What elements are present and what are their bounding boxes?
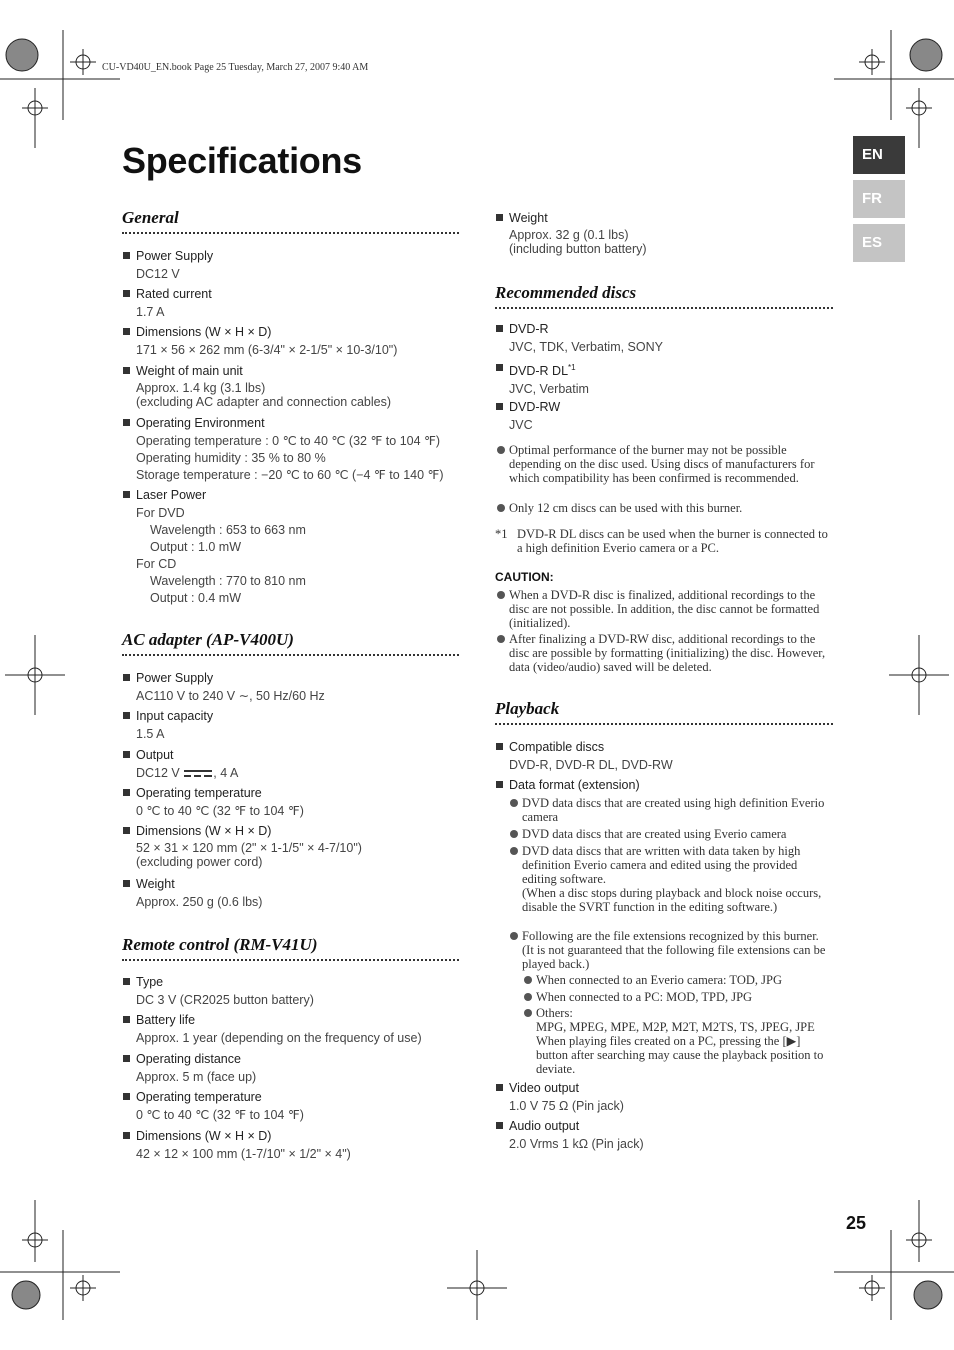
spec-value: DC 3 V (CR2025 button battery): [136, 993, 314, 1007]
extension-bullet: When connected to a PC: MOD, TPD, JPG: [522, 990, 833, 1004]
extension-list: MPG, MPEG, MPE, M2P, M2T, M2TS, TS, JPEG, JPE: [536, 1020, 815, 1034]
spec-label: Data format (extension): [495, 777, 833, 793]
spec-value: Approx. 1 year (depending on the frequency of use): [136, 1031, 422, 1045]
spec-value: [122, 765, 459, 782]
spec-item: [122, 286, 459, 321]
spec-label: Video output: [495, 1080, 833, 1096]
format-bullet: [508, 844, 833, 914]
spec-label: Operating temperature: [122, 1089, 459, 1105]
spec-label: Weight: [495, 210, 833, 226]
spec-value: AC110 V to 240 V ∼, 50 Hz/60 Hz: [136, 689, 325, 703]
spec-value: Approx. 32 g (0.1 lbs): [509, 228, 629, 242]
spec-value: Storage temperature : −20 ℃ to 60 ℃ (−4 ℉ to 140 ℉): [136, 468, 444, 482]
spec-label: Laser Power: [122, 487, 459, 503]
footnote-ref: *1: [568, 363, 576, 372]
spec-value: Operating temperature : 0 ℃ to 40 ℃ (32 ℉ to 104 ℉): [136, 434, 441, 448]
lang-tab-en[interactable]: EN: [853, 136, 905, 174]
caution-bullet: After finalizing a DVD-RW disc, additional recordings to the disc are possible by formatting (initializing) the disc. However, data (video/audio) saved will be deleted.: [495, 632, 833, 674]
spec-value: 2.0 Vrms 1 kΩ (Pin jack): [509, 1137, 644, 1151]
note-bullet: Only 12 cm discs can be used with this burner.: [495, 501, 833, 515]
spec-item: [495, 210, 833, 256]
spec-item: [495, 1118, 833, 1153]
extension-note: When playing files created on a PC, pressing the [▶] button after searching may cause the playback position to deviate.: [536, 1034, 824, 1076]
extension-bullet: When connected to an Everio camera: TOD, JPG: [522, 973, 833, 987]
disc-name: DVD-R DL: [509, 364, 569, 379]
spec-value: JVC, Verbatim: [509, 382, 589, 397]
spec-value: Wavelength : 653 to 663 nm: [150, 523, 306, 537]
format-bullet: DVD data discs that are created using Everio camera: [508, 827, 833, 841]
footnote-mark: *1: [495, 527, 508, 541]
spec-value: JVC, TDK, Verbatim, SONY: [509, 340, 663, 354]
spec-value: 171 × 56 × 262 mm (6-3/4" × 2-1/5" × 10-3/10"): [136, 343, 398, 357]
spec-item: [122, 487, 459, 607]
spec-label: Weight: [122, 876, 459, 892]
spec-item: [122, 974, 459, 1009]
spec-value: 52 × 31 × 120 mm (2" × 1-1/5" × 4-7/10"): [136, 841, 362, 855]
section-playback-heading: Playback: [495, 699, 833, 725]
section-ac-adapter-heading: AC adapter (AP-V400U): [122, 630, 459, 656]
spec-value: Output : 0.4 mW: [150, 591, 242, 605]
spec-item: [122, 1012, 459, 1047]
format-bullet: Following are the file extensions recognized by this burner. (It is not guaranteed that the following file extensions can be played back.): [508, 929, 833, 971]
spec-value: For DVD: [136, 506, 185, 520]
book-header: CU-VD40U_EN.book Page 25 Tuesday, March 27, 2007 9:40 AM: [102, 62, 369, 73]
spec-label: Output: [122, 747, 459, 763]
spec-label: DVD-RW: [495, 399, 833, 415]
spec-value: Operating humidity : 35 % to 80 %: [136, 451, 326, 465]
spec-value: 0 ℃ to 40 ℃ (32 ℉ to 104 ℉): [136, 804, 304, 818]
spec-label: Dimensions (W × H × D): [122, 1128, 459, 1144]
spec-label: Power Supply: [122, 670, 459, 686]
spec-value: (excluding AC adapter and connection cables): [136, 395, 392, 409]
spec-label: Weight of main unit: [122, 363, 459, 379]
lang-tab-es[interactable]: ES: [853, 224, 905, 262]
spec-value: 1.5 A: [136, 727, 165, 741]
section-discs-heading: Recommended discs: [495, 283, 833, 309]
dc-symbol-icon: [183, 769, 213, 779]
section-general-heading: General: [122, 208, 459, 234]
spec-item: [122, 876, 459, 911]
section-remote-heading: Remote control (RM-V41U): [122, 935, 459, 961]
spec-value: (including button battery): [509, 242, 647, 256]
spec-label: Rated current: [122, 286, 459, 302]
spec-label: Battery life: [122, 1012, 459, 1028]
output-current: , 4 A: [213, 766, 239, 780]
spec-label: DVD-R: [495, 321, 833, 337]
spec-item: [122, 823, 459, 869]
spec-value: For CD: [136, 557, 177, 571]
spec-item: [122, 1089, 459, 1124]
format-text: DVD data discs that are written with data taken by high definition Everio camera and edited using the provided editing software.: [522, 844, 801, 886]
spec-item: [122, 1128, 459, 1163]
spec-label: Operating temperature: [122, 785, 459, 801]
spec-item: [495, 360, 833, 398]
footnote-text: DVD-R DL discs can be used when the burner is connected to a high definition Everio camera or a PC.: [517, 527, 828, 555]
spec-value: DVD-R, DVD-R DL, DVD-RW: [509, 758, 673, 772]
page-number: 25: [846, 1213, 867, 1233]
spec-item: [122, 415, 459, 484]
spec-label: [495, 360, 833, 379]
spec-label: Power Supply: [122, 248, 459, 264]
spec-item: [122, 708, 459, 743]
spec-label: Input capacity: [122, 708, 459, 724]
spec-value: Wavelength : 770 to 810 nm: [150, 574, 306, 588]
extension-bullet: [522, 1006, 833, 1076]
spec-item: [495, 321, 833, 356]
spec-item: [122, 785, 459, 820]
spec-value: 1.0 V 75 Ω (Pin jack): [509, 1099, 624, 1113]
spec-item: [122, 1051, 459, 1086]
spec-value: DC12 V: [136, 267, 180, 281]
spec-label: Operating distance: [122, 1051, 459, 1067]
spec-item: [122, 670, 459, 705]
spec-label: Dimensions (W × H × D): [122, 324, 459, 340]
spec-value: 1.7 A: [136, 305, 165, 319]
spec-value: Approx. 5 m (face up): [136, 1070, 257, 1084]
spec-value: Approx. 250 g (0.6 lbs): [136, 895, 263, 909]
spec-item: [495, 739, 833, 774]
spec-item: [122, 248, 459, 283]
spec-label: Operating Environment: [122, 415, 459, 431]
note-bullet: Optimal performance of the burner may not be possible depending on the disc used. Using discs of manufacturers for which compatibility has been confirmed is recommended.: [495, 443, 833, 485]
spec-item: [122, 324, 459, 359]
spec-value: Output : 1.0 mW: [150, 540, 242, 554]
spec-label: Audio output: [495, 1118, 833, 1134]
spec-label: Type: [122, 974, 459, 990]
spec-item: [122, 747, 459, 782]
output-voltage: DC12 V: [136, 766, 180, 780]
caution-bullet: When a DVD-R disc is finalized, additional recordings to the disc are not possible. In addition, the disc cannot be formatted (initialized).: [495, 588, 833, 630]
spec-item: [495, 777, 833, 793]
spec-value: 0 ℃ to 40 ℃ (32 ℉ to 104 ℉): [136, 1108, 304, 1122]
spec-value: (excluding power cord): [136, 855, 263, 869]
page-title: Specifications: [122, 140, 362, 181]
spec-label: Dimensions (W × H × D): [122, 823, 459, 839]
extension-label: Others:: [536, 1006, 573, 1020]
format-note: (When a disc stops during playback and block noise occurs, disable the SVRT function in the editing software.): [522, 886, 822, 914]
spec-item: [495, 399, 833, 434]
spec-value: 42 × 12 × 100 mm (1-7/10" × 1/2" × 4"): [136, 1147, 351, 1161]
format-bullet: DVD data discs that are created using high definition Everio camera: [508, 796, 833, 824]
spec-item: [122, 363, 459, 409]
caution-heading: CAUTION:: [495, 570, 554, 584]
spec-value: JVC: [509, 418, 533, 432]
spec-value: Approx. 1.4 kg (3.1 lbs): [136, 381, 266, 395]
language-tabs: [853, 136, 905, 268]
footnote: [495, 527, 833, 555]
lang-tab-fr[interactable]: FR: [853, 180, 905, 218]
spec-label: Compatible discs: [495, 739, 833, 755]
spec-item: [495, 1080, 833, 1115]
